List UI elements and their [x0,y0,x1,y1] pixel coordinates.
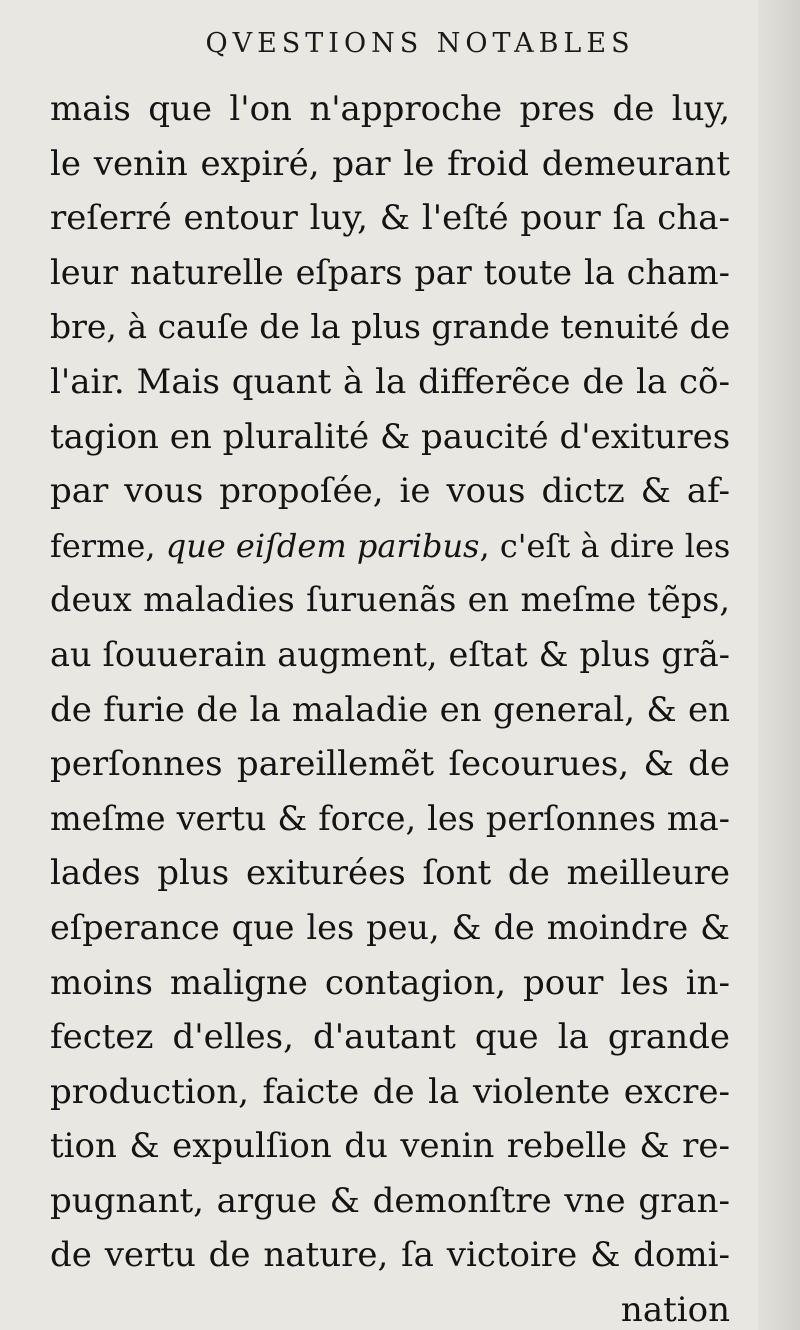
page-edge [758,0,800,1330]
text-line: tagion en pluralité & paucité d'exitures [50,416,731,457]
text-line: moins maligne contagion, pour les in- [50,962,730,1003]
text-line: par vous propoſée, ie vous dictz & af- [50,471,730,512]
running-header: QVESTIONS NOTABLES [205,28,635,59]
text-line: le venin expiré, par le froid demeurant [50,143,730,184]
text-line: tion & expulſion du venin rebelle & re- [50,1126,730,1167]
catchword: nation [620,1290,730,1330]
text-line: deux maladies ſuruenãs en meſme tẽps, [50,580,730,620]
text-line: reſerré entour luy, & l'eſté pour ſa cha- [50,198,730,239]
text-line: production, faicte de la violente excre- [50,1071,730,1112]
text-line: de furie de la maladie en general, & en [50,689,730,730]
text-line [50,519,730,574]
latin-phrase: que eiſdem paribus [165,526,480,565]
text-segment: ferme, [50,526,166,565]
text-line: perſonnes pareillemẽt ſecourues, & de [50,744,730,785]
text-line: eſperance que les peu, & de moindre & [50,907,730,947]
text-line: de vertu de nature, ſa victoire & domi- [50,1235,730,1276]
body-text [50,82,730,1330]
text-line: bre, à cauſe de la plus grande tenuité de [50,307,731,347]
text-line: au ſouuerain augment, eſtat & plus grã- [50,634,730,674]
text-line: leur naturelle eſpars par toute la cham- [50,252,730,292]
text-line: l'air. Mais quant à la differẽce de la cõ- [50,361,730,402]
text-line: pugnant, argue & demonſtre vne gran- [50,1180,730,1221]
text-segment: , c'eſt à dire les [479,526,731,565]
text-line: fectez d'elles, d'autant que la grande [50,1017,730,1058]
text-line: lades plus exiturées ſont de meilleure [50,853,730,894]
text-line: mais que l'on n'approche pres de luy, [50,89,730,129]
text-line: meſme vertu & force, les perſonnes ma- [50,798,730,838]
